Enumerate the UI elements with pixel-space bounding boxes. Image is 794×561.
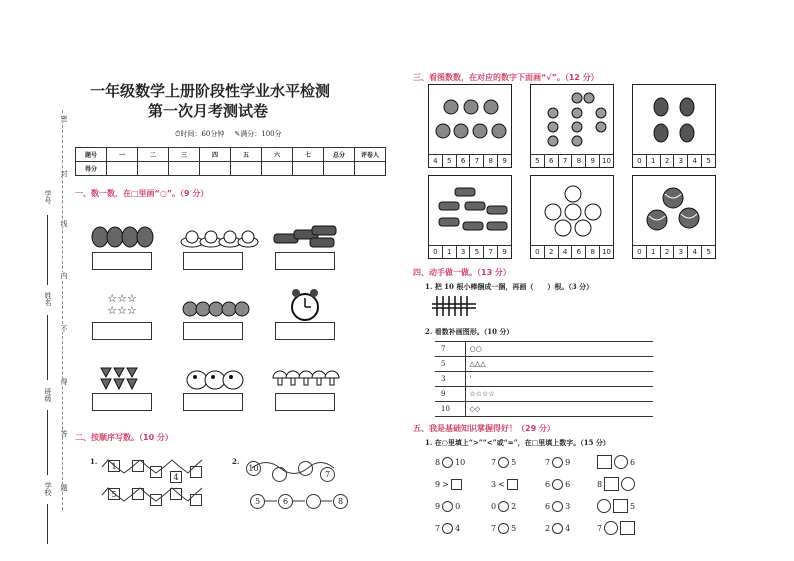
compare-item: 6: [597, 455, 635, 469]
time-info: ⏱时间：60分钟 ✎满分：100分: [175, 130, 282, 138]
section2-heading: 二、按顺序写数。（10 分）: [75, 433, 173, 442]
cabbage-icon: [88, 222, 158, 254]
seq-circle: 7: [320, 467, 335, 482]
hat-icon: [180, 222, 260, 254]
seq-circle: 6: [278, 494, 293, 509]
school-line[interactable]: [47, 504, 48, 544]
compare-item: 8: [597, 477, 635, 491]
answer-box[interactable]: [275, 322, 335, 340]
answer-box[interactable]: [92, 393, 152, 411]
compare-item: 9 >: [435, 479, 462, 490]
answer-box[interactable]: [92, 322, 152, 340]
car-icon: [272, 222, 342, 254]
seal-char: 内: [60, 272, 68, 279]
class-label: 班级: [44, 388, 52, 402]
seq-circle: 10: [246, 461, 261, 476]
peach-icon: [182, 298, 252, 324]
seal-char: 答: [60, 430, 68, 437]
seq-circle[interactable]: [272, 467, 287, 482]
count-card-snails: 5 6 7 8 9 10: [530, 84, 614, 168]
seal-char: 题: [60, 484, 68, 491]
answer-box[interactable]: [275, 393, 335, 411]
score-table: 题号 一 二 三 四 五 六 七 总分 评卷人 得分: [75, 147, 386, 176]
page-title: 一年级数学上册阶段性学业水平检测: [90, 82, 331, 100]
seq-circle[interactable]: [298, 461, 313, 476]
compare-item: 5: [597, 499, 635, 513]
compare-grid: [435, 455, 665, 535]
compare-item: 7 9: [545, 458, 571, 467]
compare-item: 2 4: [545, 524, 571, 533]
compare-item: 3 <: [491, 479, 518, 490]
compare-item: 7: [597, 521, 635, 535]
count-card-apples: 4 5 6 7 8 9: [428, 84, 512, 168]
name-label: 姓名: [44, 292, 52, 306]
section3-heading: 三、看图数数，在对应的数字下面画“√”。（12 分）: [413, 73, 599, 82]
side-margin: [0, 0, 75, 561]
seq-circle: 5: [250, 494, 265, 509]
table-row: 7 ○○: [435, 342, 653, 357]
school-label: 学校: [44, 482, 52, 496]
mushroom-icon: [272, 368, 342, 394]
answer-box[interactable]: [183, 252, 243, 270]
section4-q1: 1. 把 10 根小棒捆成一捆，再画（ ）根。（3 分）: [425, 282, 594, 291]
answer-box[interactable]: [275, 252, 335, 270]
pen-icon: ✎: [234, 130, 241, 138]
answer-box[interactable]: [183, 393, 243, 411]
pattern-table: [435, 341, 653, 417]
seq-box[interactable]: [150, 466, 162, 478]
page-subtitle: 第一次月考测试卷: [148, 102, 269, 120]
count-card-cars: 0 1 3 5 7 9: [428, 175, 512, 259]
compare-item: 7 5: [491, 458, 517, 467]
bird-icon: [185, 364, 245, 396]
seq-box: 1: [108, 460, 120, 472]
class-line[interactable]: [47, 410, 48, 475]
alarm-clock-icon: [289, 287, 321, 327]
seq-box: 5: [108, 488, 120, 500]
school-id-line[interactable]: [47, 215, 48, 285]
seal-char: 线: [60, 220, 68, 227]
table-row: 10 ◇◇: [435, 402, 653, 417]
strawberry-icon: [98, 362, 148, 396]
seal-char: 密: [60, 115, 68, 122]
count-card-balls: 0 1 2 3 4 5: [632, 175, 716, 259]
seal-char: 得: [60, 378, 68, 385]
seq-box[interactable]: [132, 460, 144, 472]
answer-box[interactable]: [92, 252, 152, 270]
compare-item: 6 3: [545, 502, 571, 511]
sequence-q2: 2. 10 7 5 6 8: [232, 457, 362, 513]
seq-box[interactable]: [150, 494, 162, 506]
sticks-bundle-icon: [432, 294, 476, 322]
clock-icon: ⏱: [175, 130, 181, 138]
seal-char: 不: [60, 325, 68, 332]
seq-box[interactable]: [190, 466, 202, 478]
star-icon: ☆☆☆ ☆☆☆: [107, 292, 137, 317]
count-card-pineapples: 0 1 2 3 4 5: [632, 84, 716, 168]
section4-q2: 2. 看数补画图形。（10 分）: [425, 327, 514, 336]
compare-item: 0 2: [491, 502, 517, 511]
seq-box[interactable]: [132, 488, 144, 500]
seq-box: 4: [170, 471, 182, 483]
compare-item: 8 10: [435, 458, 466, 467]
sequence-q1: 1. 1 4 5: [90, 457, 220, 507]
table-row: 3 ': [435, 372, 653, 387]
compare-item: 7 4: [435, 524, 461, 533]
compare-item: 6 6: [545, 480, 571, 489]
name-line[interactable]: [47, 315, 48, 380]
answer-box[interactable]: [183, 322, 243, 340]
section1-heading: 一、数一数，在□里画“○”。（9 分）: [75, 189, 209, 198]
compare-item: 9 0: [435, 502, 461, 511]
seq-box[interactable]: [190, 494, 202, 506]
section5-heading: 五、我是基础知识掌握得好！（29 分）: [413, 424, 555, 433]
section4-heading: 四、动手做一做。（13 分）: [413, 268, 511, 277]
seal-char: 封: [60, 170, 68, 177]
table-row: 9 ☆☆☆☆: [435, 387, 653, 402]
table-row: 5 △△△: [435, 357, 653, 372]
seq-circle[interactable]: [306, 494, 321, 509]
compare-item: 7 5: [491, 524, 517, 533]
count-card-oranges: 0 2 4 6 8 10: [530, 175, 614, 259]
section5-q1: 1. 在○里填上“>”“<”或“=”，在□里填上数字。（15 分）: [425, 438, 610, 447]
school-id-label: 学号: [44, 190, 52, 204]
seq-circle: 8: [333, 494, 348, 509]
seq-box[interactable]: [170, 488, 182, 500]
